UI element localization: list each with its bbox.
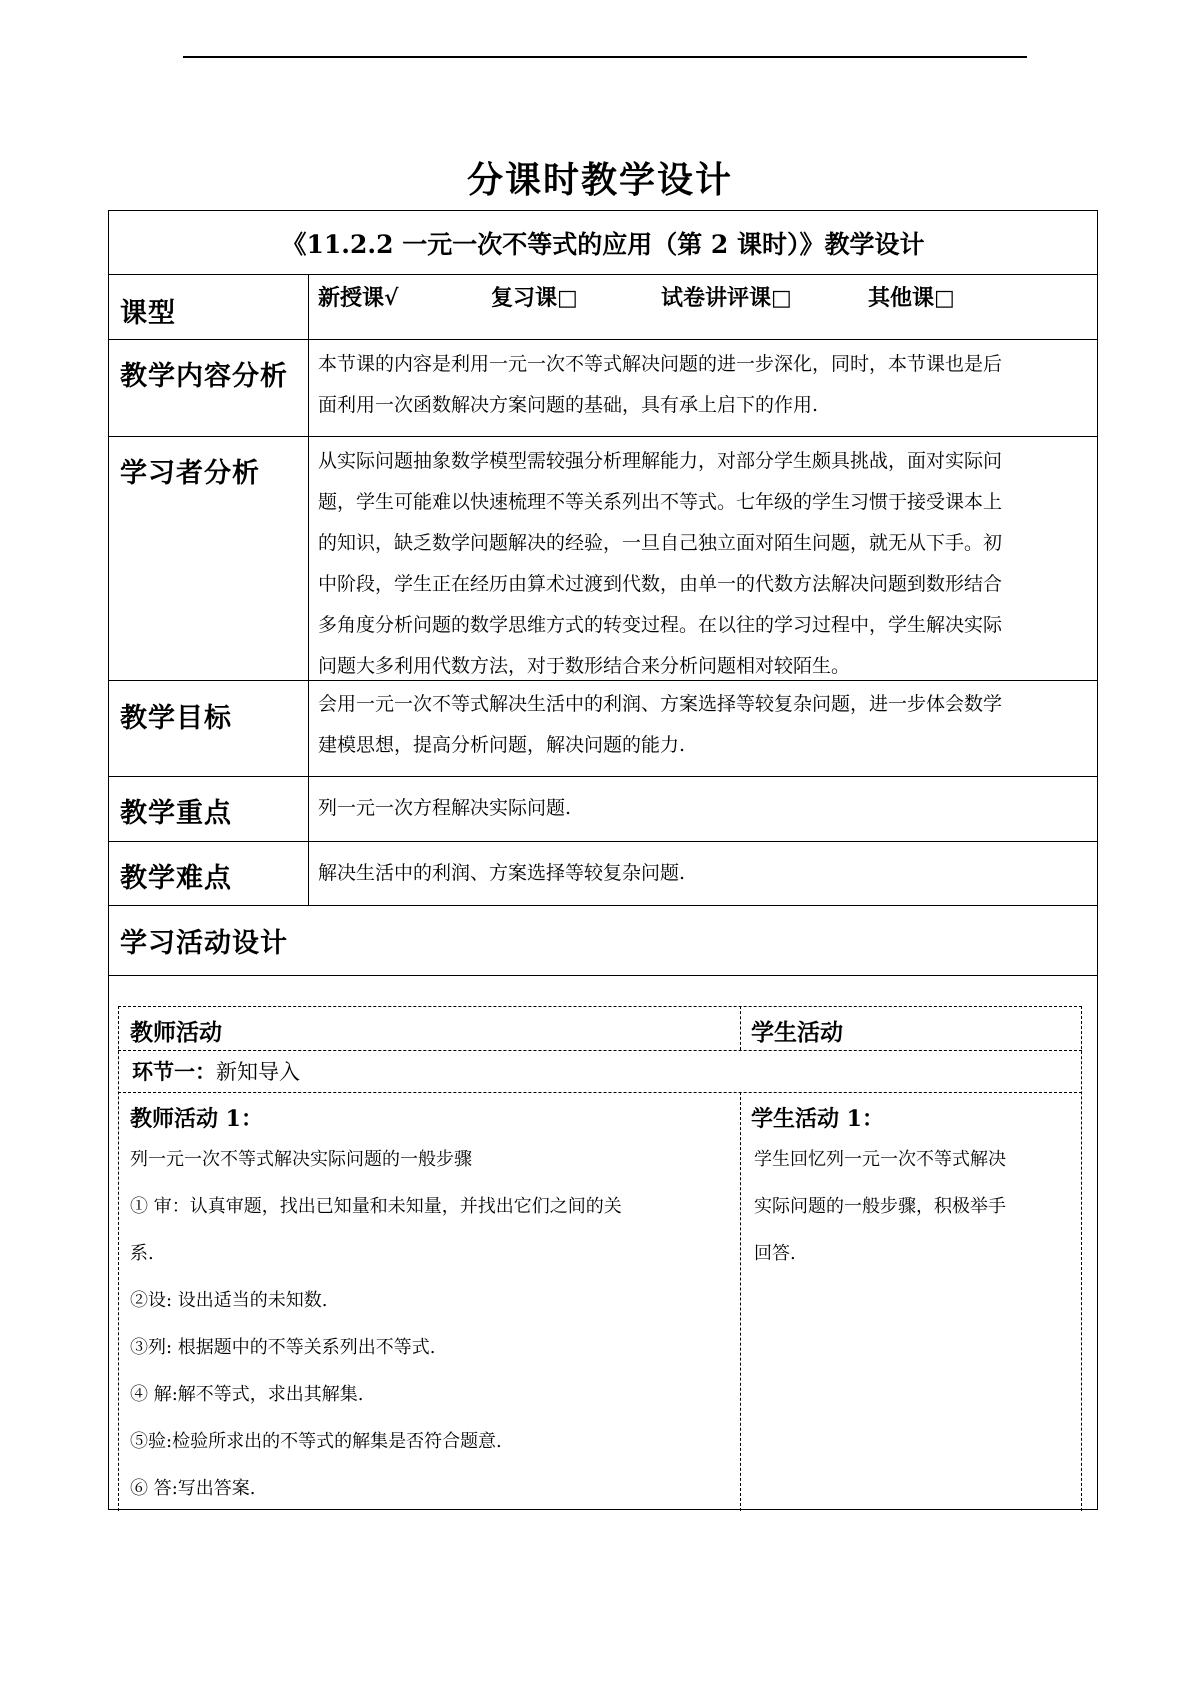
teacher-line: 列一元一次不等式解决实际问题的一般步骤 xyxy=(130,1149,472,1170)
student-line: 实际问题的一般步骤，积极举手 xyxy=(754,1196,1006,1217)
lesson-type-new: 新授课√ xyxy=(318,285,399,311)
column-divider xyxy=(308,274,309,905)
text-line: 中阶段，学生正在经历由算术过渡到代数，由单一的代数方法解决问题到数形结合 xyxy=(318,573,1003,595)
teacher-line: ⑥ 答:写出答案. xyxy=(130,1478,256,1499)
teacher-line: 系. xyxy=(130,1243,154,1264)
goals-text xyxy=(318,684,1090,766)
learner-analysis-text xyxy=(318,441,1090,687)
dashed-border xyxy=(118,1050,1082,1051)
design-subtitle: 《11.2.2 一元一次不等式的应用（第 2 课时）》教学设计 xyxy=(281,229,925,259)
text-line: 本节课的内容是利用一元一次不等式解决问题的进一步深化，同时，本节课也是后 xyxy=(318,353,1003,375)
lesson-type-label: 课型 xyxy=(120,298,176,329)
step-label: 环节一： xyxy=(132,1059,216,1084)
text-line: 会用一元一次不等式解决生活中的利润、方案选择等较复杂问题，进一步体会数学 xyxy=(318,693,1003,715)
lesson-design-table xyxy=(108,210,1098,1510)
key-points-label: 教学重点 xyxy=(120,798,232,829)
student-activity-text xyxy=(754,1136,1064,1277)
dashed-border xyxy=(740,1092,741,1511)
goals-label: 教学目标 xyxy=(120,703,232,734)
lesson-type-review: 复习课□ xyxy=(491,285,578,311)
text-line: 面利用一次函数解决方案问题的基础，具有承上启下的作用. xyxy=(318,394,819,416)
content-analysis-label: 教学内容分析 xyxy=(120,361,288,392)
text-line: 题，学生可能难以快速梳理不等关系列出不等式。七年级的学生习惯于接受课本上 xyxy=(318,491,1003,513)
dashed-border xyxy=(118,1092,1082,1093)
row-divider xyxy=(109,975,1097,976)
header-rule xyxy=(183,56,1027,58)
row-divider xyxy=(109,905,1097,906)
key-points-text: 列一元一次方程解决实际问题. xyxy=(318,797,572,819)
student-activity-title: 学生活动 1： xyxy=(751,1106,884,1132)
teacher-line: ③列: 根据题中的不等关系列出不等式. xyxy=(130,1337,436,1358)
content-analysis-text xyxy=(318,344,1090,426)
learner-analysis-label: 学习者分析 xyxy=(120,458,260,489)
difficulties-text: 解决生活中的利润、方案选择等较复杂问题. xyxy=(318,862,686,884)
dashed-border xyxy=(118,1006,1082,1007)
row-divider xyxy=(109,339,1097,340)
text-line: 的知识，缺乏数学问题解决的经验，一旦自己独立面对陌生问题，就无从下手。初 xyxy=(318,532,1003,554)
dashed-border xyxy=(118,1006,119,1511)
teacher-line: ④ 解:解不等式，求出其解集. xyxy=(130,1384,364,1405)
row-divider xyxy=(109,841,1097,842)
teacher-line: ① 审：认真审题，找出已知量和未知量，并找出它们之间的关 xyxy=(130,1196,622,1217)
teacher-activity-title: 教师活动 1： xyxy=(130,1106,263,1132)
student-line: 学生回忆列一元一次不等式解决 xyxy=(754,1149,1006,1170)
lesson-type-exam-review: 试卷讲评课□ xyxy=(661,285,792,311)
teacher-line: ②设: 设出适当的未知数. xyxy=(130,1290,328,1311)
activity-design-label: 学习活动设计 xyxy=(120,928,288,959)
step-name: 新知导入 xyxy=(216,1060,300,1084)
row-divider xyxy=(109,274,1097,275)
dashed-border xyxy=(740,1006,741,1050)
student-line: 回答. xyxy=(754,1243,796,1264)
text-line: 从实际问题抽象数学模型需较强分析理解能力，对部分学生颇具挑战，面对实际问 xyxy=(318,450,1003,472)
row-divider xyxy=(109,436,1097,437)
text-line: 建模思想，提高分析问题，解决问题的能力. xyxy=(318,734,686,756)
difficulties-label: 教学难点 xyxy=(120,863,232,894)
student-activity-header: 学生活动 xyxy=(751,1019,843,1046)
teacher-line: ⑤验:检验所求出的不等式的解集是否符合题意. xyxy=(130,1431,502,1452)
text-line: 问题大多利用代数方法，对于数形结合来分析问题相对较陌生。 xyxy=(318,655,851,677)
step-row xyxy=(132,1056,300,1086)
lesson-type-other: 其他课□ xyxy=(868,285,955,311)
activity-table xyxy=(118,1006,1082,1511)
teacher-activity-header: 教师活动 xyxy=(130,1019,222,1046)
row-divider xyxy=(109,776,1097,777)
dashed-border xyxy=(1081,1006,1082,1511)
text-line: 多角度分析问题的数学思维方式的转变过程。在以往的学习过程中，学生解决实际 xyxy=(318,614,1003,636)
page-title: 分课时教学设计 xyxy=(466,159,733,201)
